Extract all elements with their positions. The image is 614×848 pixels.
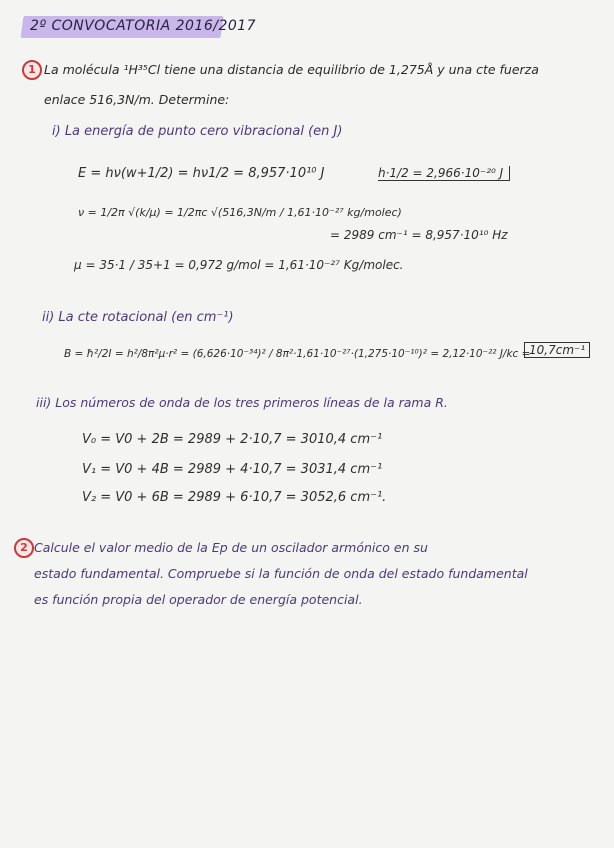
equation-B-result: 10,7cm⁻¹ (524, 342, 590, 358)
problem-1-number: 1 (22, 60, 42, 80)
problem-1-statement-line1: La molécula ¹H³⁵Cl tiene una distancia de equilibrio de 1,275Å y una cte fuerza (44, 62, 539, 77)
equation-v: ν = 1/2π √(k/μ) = 1/2πc √(516,3N/m / 1,61·10⁻²⁷ kg/molec) (78, 206, 402, 219)
equation-mu: μ = 35·1 / 35+1 = 0,972 g/mol = 1,61·10⁻²⁷ Kg/molec. (74, 258, 404, 272)
equation-v-result: = 2989 cm⁻¹ = 8,957·10¹⁰ Hz (330, 228, 508, 242)
equation-V0: V₀ = V0 + 2B = 2989 + 2·10,7 = 3010,4 cm⁻¹ (82, 432, 383, 447)
part-i-title: i) La energía de punto cero vibracional (en J) (52, 124, 343, 139)
equation-E-result: h·1/2 = 2,966·10⁻²⁰ J (378, 166, 510, 181)
problem-2-line3: es función propia del operador de energía potencial. (34, 592, 363, 607)
problem-2-number: 2 (14, 538, 34, 558)
problem-2-line1: Calcule el valor medio de la Ep de un oscilador armónico en su (34, 540, 428, 555)
equation-B: B = ħ²/2I = h²/8π²μ·r² = (6,626·10⁻³⁴)² / 8π²·1,61·10⁻²⁷·(1,275·10⁻¹⁰)² = 2,12·10⁻²² J/kc = (64, 348, 531, 360)
problem-2-line2: estado fundamental. Compruebe si la función de onda del estado fundamental (34, 566, 528, 581)
part-ii-title: ii) La cte rotacional (en cm⁻¹) (42, 310, 234, 325)
part-iii-title: iii) Los números de onda de los tres primeros líneas de la rama R. (36, 395, 448, 410)
equation-V1: V₁ = V0 + 4B = 2989 + 4·10,7 = 3031,4 cm⁻¹ (82, 462, 383, 477)
header-title: 2º CONVOCATORIA 2016/2017 (30, 18, 257, 34)
equation-E: E = hν(w+1/2) = hν1/2 = 8,957·10¹⁰ J (78, 166, 325, 181)
problem-1-statement-line2: enlace 516,3N/m. Determine: (44, 92, 230, 107)
equation-V2: V₂ = V0 + 6B = 2989 + 6·10,7 = 3052,6 cm⁻¹. (82, 490, 387, 505)
